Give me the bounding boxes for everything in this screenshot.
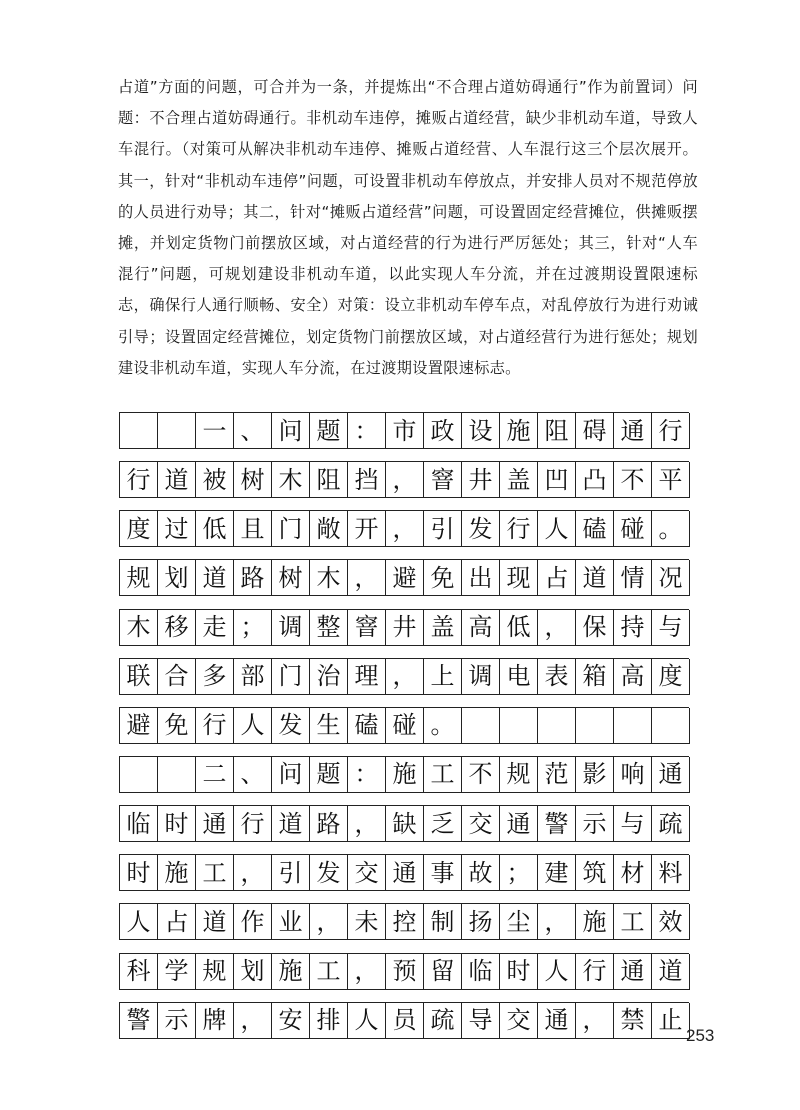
grid-cell: 避	[386, 560, 424, 596]
grid-cell: 通	[500, 806, 538, 842]
grid-cell: ；	[500, 855, 538, 891]
grid-cell: 发	[462, 511, 500, 547]
grid-cell: 窨	[348, 610, 386, 646]
grid-cell: 控	[386, 904, 424, 940]
grid-cell: 疏	[424, 1003, 462, 1039]
grid-cell: 题	[310, 413, 348, 449]
grid-cell: 引	[424, 511, 462, 547]
grid-row	[119, 609, 689, 646]
grid-cell: 阻	[310, 462, 348, 498]
grid-cell: 政	[424, 413, 462, 449]
grid-row	[119, 953, 689, 990]
grid-cell: 人	[234, 708, 272, 744]
grid-cell: 。	[424, 708, 462, 744]
grid-cell: 与	[652, 610, 690, 646]
grid-cell: 情	[614, 560, 652, 596]
grid-cell: 人	[120, 904, 158, 940]
grid-cell: 建	[538, 855, 576, 891]
grid-cell: 占	[158, 904, 196, 940]
grid-cell: 导	[462, 1003, 500, 1039]
grid-cell: 通	[614, 954, 652, 990]
grid-cell: 题	[310, 757, 348, 793]
grid-cell: 盖	[500, 462, 538, 498]
grid-cell: 路	[234, 560, 272, 596]
grid-cell: 、	[234, 757, 272, 793]
grid-cell: 道	[272, 806, 310, 842]
grid-cell: 施	[576, 904, 614, 940]
grid-cell: 发	[272, 708, 310, 744]
grid-cell: 留	[424, 954, 462, 990]
grid-cell: 工	[614, 904, 652, 940]
grid-cell: 料	[652, 855, 690, 891]
grid-cell: 树	[234, 462, 272, 498]
grid-cell: 影	[576, 757, 614, 793]
grid-cell: 规	[500, 757, 538, 793]
grid-cell: 行	[652, 413, 690, 449]
grid-cell: ，	[348, 560, 386, 596]
grid-cell	[120, 757, 158, 793]
grid-cell: 员	[386, 1003, 424, 1039]
grid-cell: 二	[196, 757, 234, 793]
grid-cell: 故	[462, 855, 500, 891]
grid-cell: 筑	[576, 855, 614, 891]
grid-row	[119, 707, 689, 744]
grid-cell: 安	[272, 1003, 310, 1039]
grid-cell: 发	[310, 855, 348, 891]
grid-cell: 开	[348, 511, 386, 547]
grid-cell: 理	[348, 659, 386, 695]
grid-cell: 规	[196, 954, 234, 990]
intro-paragraph: 占道”方面的问题，可合并为一条，并提炼出“不合理占道妨碍通行”作为前置词）问题：不合理占道妨碍通行。非机动车违停，摊贩占道经营，缺少非机动车道，导致人车混行。（对策可从解决非机动车违停、摊贩占道经营、人车混行这三个层次展开。其一，针对“非机动车违停”问题，可设置非机动车停放点，并安排人员对不规范停放的人员进行劝导；其二，针对“摊贩占道经营”问题，可设置固定经营摊位，供摊贩摆摊，并划定货物门前摆放区域，对占道经营的行为进行严厉惩处；其三，针对“人车混行”问题，可规划建设非机动车道，以此实现人车分流，并在过渡期设置限速标志，确保行人通行顺畅、安全）对策：设立非机动车停车点，对乱停放行为进行劝诫引导；设置固定经营摊位，划定货物门前摆放区域，对占道经营行为进行惩处；规划建设非机动车道，实现人车分流，在过渡期设置限速标志。	[118, 78, 698, 377]
grid-cell: 低	[196, 511, 234, 547]
grid-cell	[158, 757, 196, 793]
grid-cell: 扬	[462, 904, 500, 940]
grid-cell: 磕	[576, 511, 614, 547]
grid-cell: 度	[652, 659, 690, 695]
grid-cell: 凹	[538, 462, 576, 498]
grid-cell: 临	[462, 954, 500, 990]
grid-cell: 划	[158, 560, 196, 596]
grid-row	[119, 1002, 689, 1039]
grid-cell: 材	[614, 855, 652, 891]
grid-cell: 交	[348, 855, 386, 891]
grid-cell: ，	[310, 904, 348, 940]
grid-cell: ，	[348, 954, 386, 990]
grid-cell: 调	[272, 610, 310, 646]
grid-cell: 行	[196, 708, 234, 744]
grid-cell: 通	[614, 413, 652, 449]
grid-row	[119, 756, 689, 793]
grid-cell: ，	[386, 511, 424, 547]
grid-cell: ，	[386, 462, 424, 498]
grid-cell: 多	[196, 659, 234, 695]
grid-cell: 与	[614, 806, 652, 842]
grid-cell: 示	[158, 1003, 196, 1039]
grid-cell: 警	[120, 1003, 158, 1039]
grid-cell: 行	[120, 462, 158, 498]
grid-cell: 效	[652, 904, 690, 940]
grid-cell: 井	[386, 610, 424, 646]
grid-cell	[576, 708, 614, 744]
grid-cell: 联	[120, 659, 158, 695]
grid-cell: 道	[196, 560, 234, 596]
grid-cell: 占	[538, 560, 576, 596]
grid-cell: 持	[614, 610, 652, 646]
grid-cell: ：	[348, 413, 386, 449]
grid-cell: 科	[120, 954, 158, 990]
grid-cell: 问	[272, 413, 310, 449]
grid-cell: 现	[500, 560, 538, 596]
grid-row	[119, 903, 689, 940]
grid-cell: 盖	[424, 610, 462, 646]
grid-cell: 表	[538, 659, 576, 695]
grid-cell: 挡	[348, 462, 386, 498]
grid-cell: 工	[424, 757, 462, 793]
grid-cell: 碰	[614, 511, 652, 547]
grid-cell: 。	[652, 511, 690, 547]
grid-cell: 出	[462, 560, 500, 596]
grid-cell: 道	[196, 904, 234, 940]
grid-cell: 合	[158, 659, 196, 695]
grid-cell: 树	[272, 560, 310, 596]
grid-cell: 人	[538, 511, 576, 547]
grid-cell: ，	[538, 610, 576, 646]
grid-row	[119, 854, 689, 891]
grid-cell: 且	[234, 511, 272, 547]
grid-cell: 免	[424, 560, 462, 596]
grid-cell: 阻	[538, 413, 576, 449]
grid-cell: 作	[234, 904, 272, 940]
grid-cell	[652, 708, 690, 744]
grid-cell: 道	[652, 954, 690, 990]
grid-cell: 上	[424, 659, 462, 695]
grid-cell: 免	[158, 708, 196, 744]
grid-cell: ，	[234, 1003, 272, 1039]
grid-cell: 人	[348, 1003, 386, 1039]
grid-cell: 部	[234, 659, 272, 695]
grid-cell: 示	[576, 806, 614, 842]
grid-cell: 业	[272, 904, 310, 940]
grid-cell: ；	[234, 610, 272, 646]
grid-cell: 缺	[386, 806, 424, 842]
grid-cell: 止	[652, 1003, 690, 1039]
grid-cell: 道	[158, 462, 196, 498]
grid-cell: 走	[196, 610, 234, 646]
grid-cell: 况	[652, 560, 690, 596]
grid-cell: 道	[576, 560, 614, 596]
grid-cell: 交	[462, 806, 500, 842]
grid-cell: 警	[538, 806, 576, 842]
grid-cell: 木	[310, 560, 348, 596]
grid-cell: ，	[234, 855, 272, 891]
grid-cell: 疏	[652, 806, 690, 842]
grid-row	[119, 805, 689, 842]
grid-cell: 禁	[614, 1003, 652, 1039]
grid-cell: 施	[272, 954, 310, 990]
grid-cell: 时	[120, 855, 158, 891]
grid-cell: 井	[462, 462, 500, 498]
grid-cell: 通	[538, 1003, 576, 1039]
grid-cell: 时	[158, 806, 196, 842]
grid-cell: 门	[272, 511, 310, 547]
grid-cell: 人	[538, 954, 576, 990]
grid-cell: 过	[158, 511, 196, 547]
grid-cell: 施	[386, 757, 424, 793]
grid-cell: ，	[538, 904, 576, 940]
grid-cell: 事	[424, 855, 462, 891]
grid-cell: 规	[120, 560, 158, 596]
grid-cell: 时	[500, 954, 538, 990]
grid-cell	[538, 708, 576, 744]
grid-cell: 不	[462, 757, 500, 793]
grid-cell: 问	[272, 757, 310, 793]
grid-cell: 通	[652, 757, 690, 793]
grid-cell: 预	[386, 954, 424, 990]
grid-cell: 窨	[424, 462, 462, 498]
grid-cell: 整	[310, 610, 348, 646]
grid-cell: 、	[234, 413, 272, 449]
grid-cell: 乏	[424, 806, 462, 842]
grid-cell: 通	[386, 855, 424, 891]
grid-cell: 高	[614, 659, 652, 695]
grid-cell: 行	[576, 954, 614, 990]
grid-cell: 未	[348, 904, 386, 940]
grid-cell: 高	[462, 610, 500, 646]
grid-cell: 避	[120, 708, 158, 744]
grid-row	[119, 559, 689, 596]
grid-cell	[462, 708, 500, 744]
grid-cell: 碍	[576, 413, 614, 449]
grid-cell: 市	[386, 413, 424, 449]
grid-cell: 引	[272, 855, 310, 891]
grid-cell: 碰	[386, 708, 424, 744]
grid-cell: 凸	[576, 462, 614, 498]
grid-cell: 交	[500, 1003, 538, 1039]
grid-cell: 行	[500, 511, 538, 547]
grid-cell: 箱	[576, 659, 614, 695]
grid-cell: 施	[500, 413, 538, 449]
grid-row	[119, 461, 689, 498]
grid-cell: 移	[158, 610, 196, 646]
grid-cell: 平	[652, 462, 690, 498]
grid-cell: 门	[272, 659, 310, 695]
grid-row	[119, 658, 689, 695]
grid-cell: 敞	[310, 511, 348, 547]
grid-cell: 路	[310, 806, 348, 842]
grid-cell: 磕	[348, 708, 386, 744]
grid-cell: 不	[614, 462, 652, 498]
grid-cell: 排	[310, 1003, 348, 1039]
grid-cell	[500, 708, 538, 744]
grid-cell: 设	[462, 413, 500, 449]
grid-cell	[120, 413, 158, 449]
grid-cell: 学	[158, 954, 196, 990]
grid-cell	[614, 708, 652, 744]
grid-cell: 划	[234, 954, 272, 990]
grid-cell	[158, 413, 196, 449]
grid-cell: 工	[310, 954, 348, 990]
grid-cell: ，	[348, 806, 386, 842]
grid-row	[119, 510, 689, 547]
grid-cell: 施	[158, 855, 196, 891]
grid-cell: 范	[538, 757, 576, 793]
grid-cell: 工	[196, 855, 234, 891]
grid-cell: 行	[234, 806, 272, 842]
grid-cell: 度	[120, 511, 158, 547]
grid-cell: ，	[386, 659, 424, 695]
grid-cell: 治	[310, 659, 348, 695]
grid-cell: ：	[348, 757, 386, 793]
composition-grid	[119, 412, 689, 1051]
grid-cell: 牌	[196, 1003, 234, 1039]
grid-cell: 生	[310, 708, 348, 744]
grid-cell: 被	[196, 462, 234, 498]
grid-row	[119, 412, 689, 449]
grid-cell: 一	[196, 413, 234, 449]
grid-cell: 电	[500, 659, 538, 695]
grid-cell: 保	[576, 610, 614, 646]
grid-cell: 调	[462, 659, 500, 695]
grid-cell: 低	[500, 610, 538, 646]
grid-cell: 通	[196, 806, 234, 842]
grid-cell: ，	[576, 1003, 614, 1039]
grid-cell: 尘	[500, 904, 538, 940]
grid-cell: 木	[272, 462, 310, 498]
grid-cell: 制	[424, 904, 462, 940]
grid-cell: 木	[120, 610, 158, 646]
grid-cell: 临	[120, 806, 158, 842]
grid-cell: 响	[614, 757, 652, 793]
page-number: 253	[686, 1026, 715, 1045]
